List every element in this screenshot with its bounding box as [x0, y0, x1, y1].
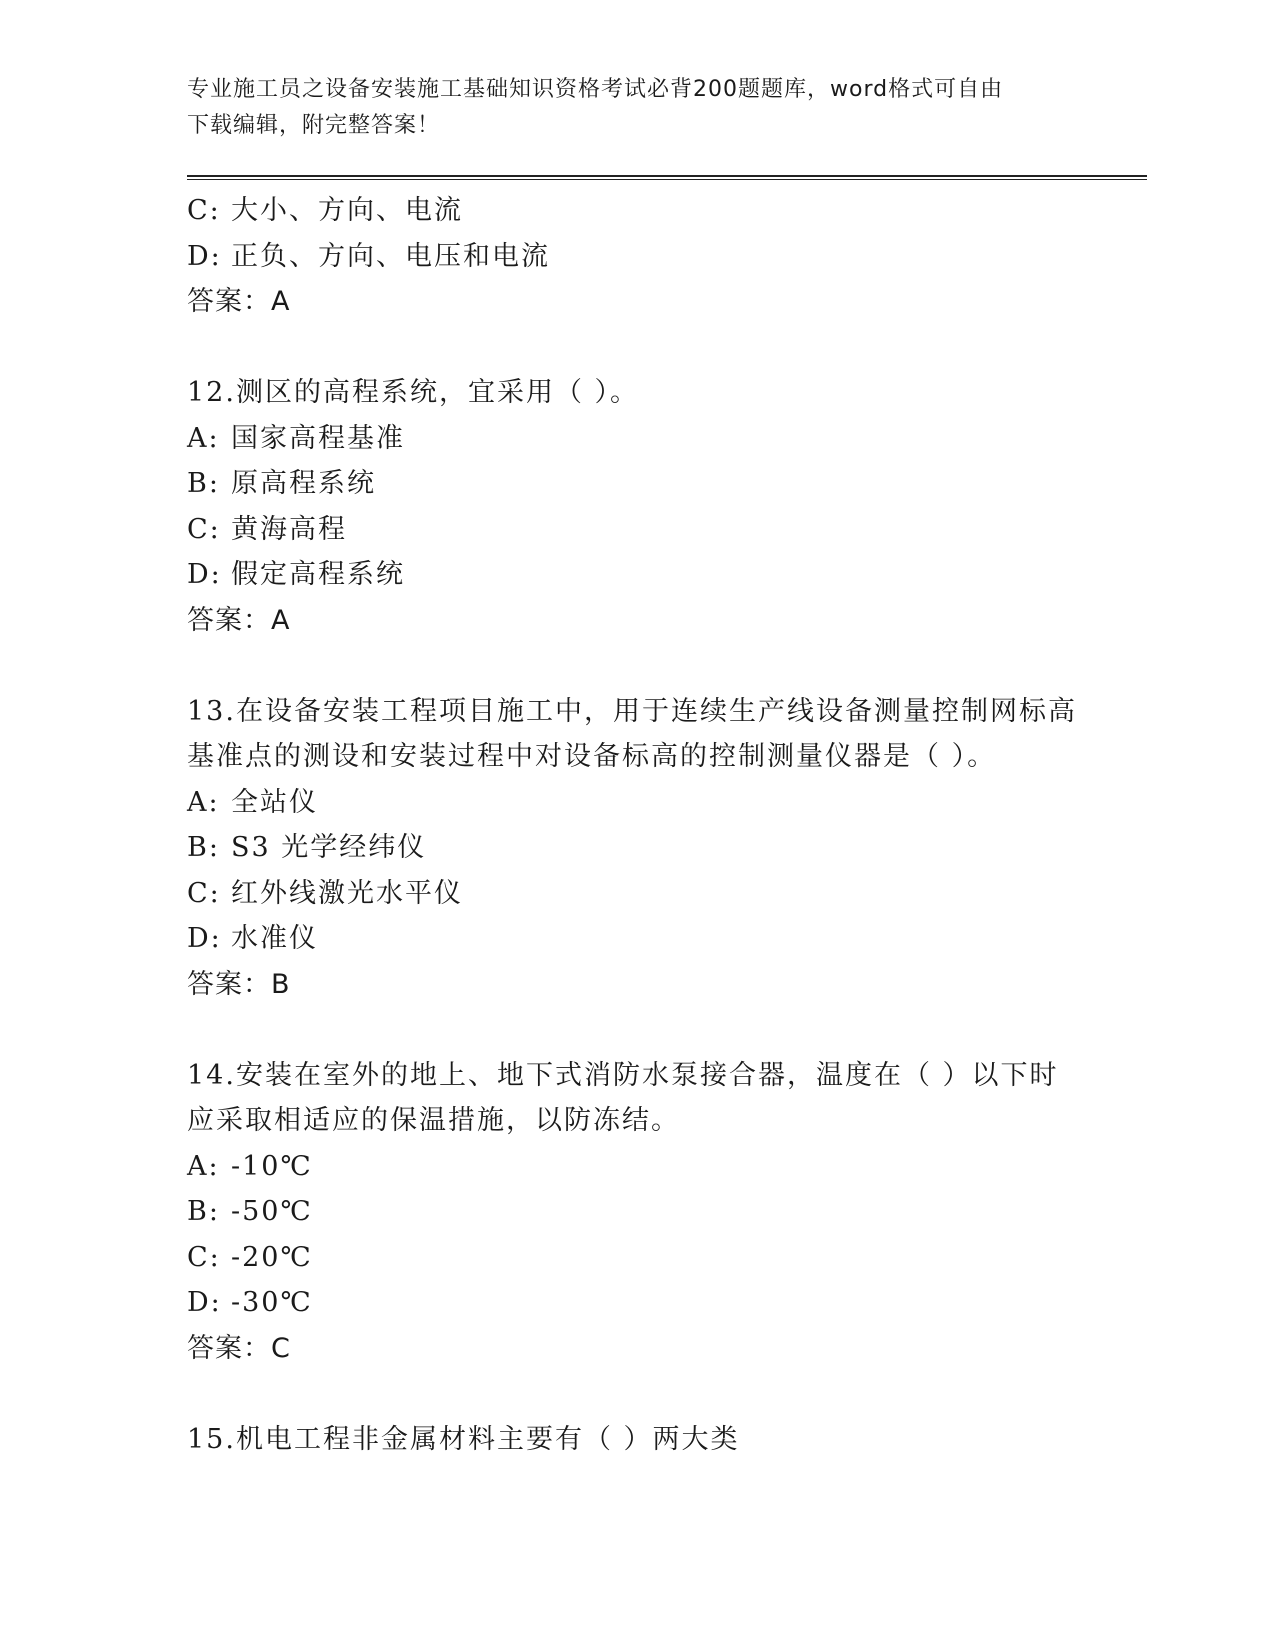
option-b	[187, 461, 1107, 507]
option-prefix: D:	[187, 240, 222, 272]
option-prefix: D:	[187, 923, 222, 954]
option-prefix: C:	[187, 1241, 221, 1273]
option-prefix: C:	[187, 877, 221, 909]
option-a	[187, 416, 1107, 462]
question-15	[187, 1417, 1107, 1463]
option-text: S3 光学经纬仪	[231, 832, 427, 863]
option-prefix: C:	[187, 513, 221, 545]
option-prefix: D:	[187, 1287, 222, 1318]
option-b	[187, 1189, 1107, 1235]
option-text: -50℃	[231, 1196, 313, 1227]
option-prefix: B:	[187, 468, 220, 499]
option-prefix: D:	[187, 559, 222, 590]
option-text: 假定高程系统	[231, 559, 405, 590]
option-text: 正负、方向、电压和电流	[231, 240, 550, 272]
option-text: 黄海高程	[231, 513, 347, 545]
option-d	[187, 916, 1107, 962]
question-stem-continued: 基准点的测设和安装过程中对设备标高的控制测量仪器是（ ）。	[187, 741, 997, 772]
option-text: 红外线激光水平仪	[231, 877, 463, 909]
option-a	[187, 1144, 1107, 1190]
option-c	[187, 188, 1107, 234]
option-a	[187, 780, 1107, 826]
option-c	[187, 871, 1107, 917]
page-header	[187, 72, 1107, 144]
option-text: 原高程系统	[231, 468, 376, 499]
spacer	[187, 1007, 1107, 1053]
answer-line: 答案：A	[187, 604, 291, 636]
question-stem: 15.机电工程非金属材料主要有（ ）两大类	[187, 1423, 740, 1455]
option-prefix: A:	[187, 1150, 220, 1182]
option-prefix: C:	[187, 195, 221, 226]
question-12	[187, 370, 1107, 643]
spacer	[187, 325, 1107, 371]
option-prefix: A:	[187, 422, 220, 454]
option-text: -30℃	[231, 1287, 313, 1318]
option-text: 全站仪	[231, 786, 318, 818]
option-b	[187, 825, 1107, 871]
question-14	[187, 1053, 1107, 1372]
option-d	[187, 1280, 1107, 1326]
option-text: 国家高程基准	[231, 422, 405, 454]
question-stem: 14.安装在室外的地上、地下式消防水泵接合器，温度在（ ）以下时	[187, 1059, 1059, 1091]
header-divider	[187, 175, 1147, 180]
question-13	[187, 689, 1107, 1008]
carryover-block	[187, 188, 1107, 325]
option-d	[187, 552, 1107, 598]
spacer	[187, 1371, 1107, 1417]
option-text: 大小、方向、电流	[231, 195, 463, 226]
answer-line: 答案：A	[187, 286, 291, 317]
question-stem: 13.在设备安装工程项目施工中，用于连续生产线设备测量控制网标高	[187, 695, 1077, 727]
option-c	[187, 1235, 1107, 1281]
answer-line: 答案：B	[187, 968, 291, 1000]
question-content	[187, 188, 1107, 1462]
question-stem-continued: 应采取相适应的保温措施，以防冻结。	[187, 1105, 680, 1136]
option-text: 水准仪	[231, 923, 318, 954]
header-line-2: 下载编辑，附完整答案！	[187, 113, 441, 138]
option-d	[187, 234, 1107, 280]
option-prefix: A:	[187, 786, 220, 818]
option-text: -20℃	[231, 1241, 313, 1273]
option-prefix: B:	[187, 1196, 220, 1227]
spacer	[187, 643, 1107, 689]
question-stem: 12.测区的高程系统，宜采用（ ）。	[187, 377, 640, 408]
option-text: -10℃	[231, 1150, 313, 1182]
header-line-1: 专业施工员之设备安装施工基础知识资格考试必背200题题库，word格式可自由	[187, 77, 1004, 102]
option-prefix: B:	[187, 832, 220, 863]
option-c	[187, 507, 1107, 553]
answer-line: 答案：C	[187, 1332, 291, 1364]
